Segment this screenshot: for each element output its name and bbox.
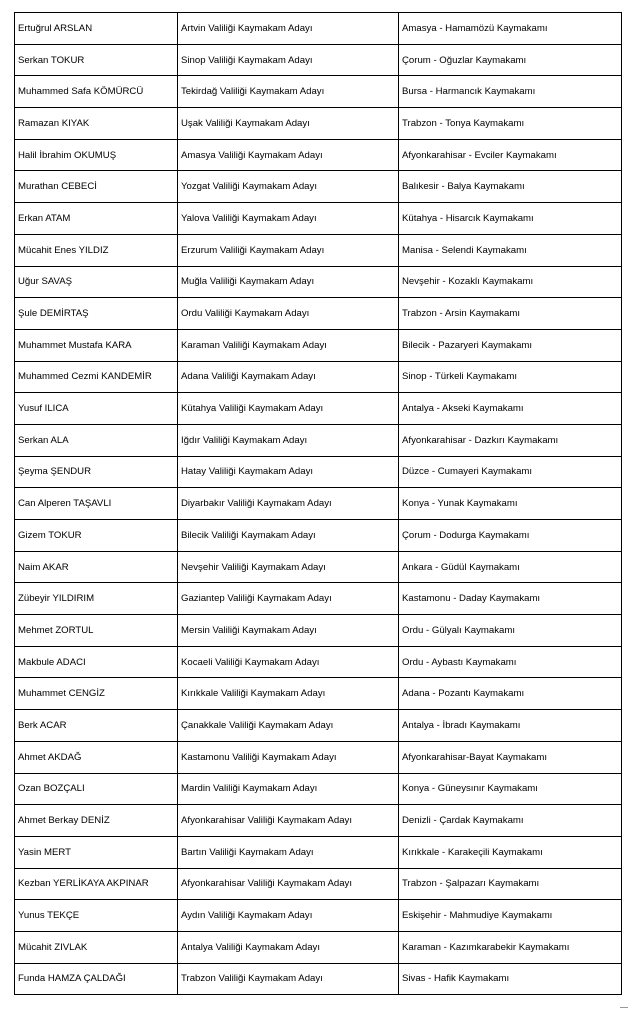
table-row	[15, 298, 622, 330]
table-row	[15, 108, 622, 140]
candidacy-cell: Tekirdağ Valiliği Kaymakam Adayı	[178, 76, 399, 108]
name-cell: Gizem TOKUR	[15, 520, 178, 552]
candidacy-cell: Nevşehir Valiliği Kaymakam Adayı	[178, 551, 399, 583]
table-row	[15, 139, 622, 171]
name-cell: Uğur SAVAŞ	[15, 266, 178, 298]
table-row	[15, 234, 622, 266]
table-row	[15, 646, 622, 678]
assignment-cell: Nevşehir - Kozaklı Kaymakamı	[399, 266, 622, 298]
assignment-cell: Sivas - Hafik Kaymakamı	[399, 963, 622, 995]
name-cell: Makbule ADACI	[15, 646, 178, 678]
assignment-cell: Ankara - Güdül Kaymakamı	[399, 551, 622, 583]
candidacy-cell: Trabzon Valiliği Kaymakam Adayı	[178, 963, 399, 995]
name-cell: Kezban YERLİKAYA AKPINAR	[15, 868, 178, 900]
candidacy-cell: Kütahya Valiliği Kaymakam Adayı	[178, 393, 399, 425]
table-row	[15, 456, 622, 488]
name-cell: Ramazan KIYAK	[15, 108, 178, 140]
candidacy-cell: Mersin Valiliği Kaymakam Adayı	[178, 615, 399, 647]
assignment-table	[14, 12, 622, 995]
table-row	[15, 931, 622, 963]
table-row	[15, 805, 622, 837]
candidacy-cell: Diyarbakır Valiliği Kaymakam Adayı	[178, 488, 399, 520]
assignment-cell: Manisa - Selendi Kaymakamı	[399, 234, 622, 266]
name-cell: Erkan ATAM	[15, 203, 178, 235]
assignment-cell: Kastamonu - Daday Kaymakamı	[399, 583, 622, 615]
candidacy-cell: Bilecik Valiliği Kaymakam Adayı	[178, 520, 399, 552]
name-cell: Yasin MERT	[15, 836, 178, 868]
table-row	[15, 900, 622, 932]
assignment-cell: Balıkesir - Balya Kaymakamı	[399, 171, 622, 203]
name-cell: Ahmet AKDAĞ	[15, 741, 178, 773]
assignment-cell: Çorum - Dodurga Kaymakamı	[399, 520, 622, 552]
candidacy-cell: Muğla Valiliği Kaymakam Adayı	[178, 266, 399, 298]
name-cell: Mücahit ZIVLAK	[15, 931, 178, 963]
candidacy-cell: Amasya Valiliği Kaymakam Adayı	[178, 139, 399, 171]
candidacy-cell: Afyonkarahisar Valiliği Kaymakam Adayı	[178, 868, 399, 900]
name-cell: Şule DEMİRTAŞ	[15, 298, 178, 330]
candidacy-cell: Kırıkkale Valiliği Kaymakam Adayı	[178, 678, 399, 710]
candidacy-cell: Kastamonu Valiliği Kaymakam Adayı	[178, 741, 399, 773]
name-cell: Serkan TOKUR	[15, 44, 178, 76]
assignment-table-body	[15, 13, 622, 995]
candidacy-cell: Erzurum Valiliği Kaymakam Adayı	[178, 234, 399, 266]
assignment-cell: Trabzon - Arsin Kaymakamı	[399, 298, 622, 330]
candidacy-cell: Afyonkarahisar Valiliği Kaymakam Adayı	[178, 805, 399, 837]
table-row	[15, 710, 622, 742]
candidacy-cell: Sinop Valiliği Kaymakam Adayı	[178, 44, 399, 76]
assignment-cell: Sinop - Türkeli Kaymakamı	[399, 361, 622, 393]
name-cell: Ahmet Berkay DENİZ	[15, 805, 178, 837]
table-row	[15, 329, 622, 361]
table-row	[15, 773, 622, 805]
assignment-cell: Afyonkarahisar - Evciler Kaymakamı	[399, 139, 622, 171]
name-cell: Muhammed Cezmi KANDEMİR	[15, 361, 178, 393]
name-cell: Can Alperen TAŞAVLI	[15, 488, 178, 520]
assignment-cell: Amasya - Hamamözü Kaymakamı	[399, 13, 622, 45]
table-row	[15, 203, 622, 235]
name-cell: Halil İbrahim OKUMUŞ	[15, 139, 178, 171]
candidacy-cell: Mardin Valiliği Kaymakam Adayı	[178, 773, 399, 805]
assignment-cell: Konya - Güneysınır Kaymakamı	[399, 773, 622, 805]
assignment-table-container	[14, 12, 621, 995]
assignment-cell: Denizli - Çardak Kaymakamı	[399, 805, 622, 837]
assignment-cell: Ordu - Aybastı Kaymakamı	[399, 646, 622, 678]
name-cell: Mehmet ZORTUL	[15, 615, 178, 647]
name-cell: Muhammet Mustafa KARA	[15, 329, 178, 361]
name-cell: Zübeyir YILDIRIM	[15, 583, 178, 615]
table-row	[15, 520, 622, 552]
candidacy-cell: Artvin Valiliği Kaymakam Adayı	[178, 13, 399, 45]
name-cell: Şeyma ŞENDUR	[15, 456, 178, 488]
candidacy-cell: Kocaeli Valiliği Kaymakam Adayı	[178, 646, 399, 678]
table-row	[15, 963, 622, 995]
name-cell: Naim AKAR	[15, 551, 178, 583]
table-row	[15, 76, 622, 108]
table-row	[15, 361, 622, 393]
assignment-cell: Afyonkarahisar-Bayat Kaymakamı	[399, 741, 622, 773]
assignment-cell: Antalya - Akseki Kaymakamı	[399, 393, 622, 425]
assignment-cell: Adana - Pozantı Kaymakamı	[399, 678, 622, 710]
assignment-cell: Kütahya - Hisarcık Kaymakamı	[399, 203, 622, 235]
candidacy-cell: Gaziantep Valiliği Kaymakam Adayı	[178, 583, 399, 615]
candidacy-cell: Yozgat Valiliği Kaymakam Adayı	[178, 171, 399, 203]
table-row	[15, 615, 622, 647]
assignment-cell: Bilecik - Pazaryeri Kaymakamı	[399, 329, 622, 361]
assignment-cell: Düzce - Cumayeri Kaymakamı	[399, 456, 622, 488]
name-cell: Murathan CEBECİ	[15, 171, 178, 203]
table-row	[15, 424, 622, 456]
assignment-cell: Kırıkkale - Karakeçili Kaymakamı	[399, 836, 622, 868]
assignment-cell: Trabzon - Şalpazarı Kaymakamı	[399, 868, 622, 900]
table-row	[15, 488, 622, 520]
name-cell: Ertuğrul ARSLAN	[15, 13, 178, 45]
candidacy-cell: Uşak Valiliği Kaymakam Adayı	[178, 108, 399, 140]
name-cell: Berk ACAR	[15, 710, 178, 742]
assignment-cell: Afyonkarahisar - Dazkırı Kaymakamı	[399, 424, 622, 456]
assignment-cell: Ordu - Gülyalı Kaymakamı	[399, 615, 622, 647]
assignment-cell: Karaman - Kazımkarabekir Kaymakamı	[399, 931, 622, 963]
assignment-cell: Trabzon - Tonya Kaymakamı	[399, 108, 622, 140]
candidacy-cell: Yalova Valiliği Kaymakam Adayı	[178, 203, 399, 235]
name-cell: Serkan ALA	[15, 424, 178, 456]
name-cell: Muhammet CENGİZ	[15, 678, 178, 710]
candidacy-cell: Karaman Valiliği Kaymakam Adayı	[178, 329, 399, 361]
table-row	[15, 551, 622, 583]
assignment-cell: Konya - Yunak Kaymakamı	[399, 488, 622, 520]
name-cell: Ozan BOZÇALI	[15, 773, 178, 805]
table-row	[15, 13, 622, 45]
table-row	[15, 393, 622, 425]
name-cell: Muhammed Safa KÖMÜRCÜ	[15, 76, 178, 108]
name-cell: Funda HAMZA ÇALDAĞI	[15, 963, 178, 995]
assignment-cell: Eskişehir - Mahmudiye Kaymakamı	[399, 900, 622, 932]
name-cell: Yusuf ILICA	[15, 393, 178, 425]
candidacy-cell: Antalya Valiliği Kaymakam Adayı	[178, 931, 399, 963]
candidacy-cell: Çanakkale Valiliği Kaymakam Adayı	[178, 710, 399, 742]
candidacy-cell: Aydın Valiliği Kaymakam Adayı	[178, 900, 399, 932]
candidacy-cell: Bartın Valiliği Kaymakam Adayı	[178, 836, 399, 868]
table-row	[15, 741, 622, 773]
table-row	[15, 266, 622, 298]
page-corner-mark	[620, 1007, 628, 1008]
candidacy-cell: Adana Valiliği Kaymakam Adayı	[178, 361, 399, 393]
name-cell: Mücahit Enes YILDIZ	[15, 234, 178, 266]
assignment-cell: Antalya - İbradı Kaymakamı	[399, 710, 622, 742]
table-row	[15, 678, 622, 710]
table-row	[15, 836, 622, 868]
table-row	[15, 44, 622, 76]
candidacy-cell: Hatay Valiliği Kaymakam Adayı	[178, 456, 399, 488]
candidacy-cell: Ordu Valiliği Kaymakam Adayı	[178, 298, 399, 330]
assignment-cell: Bursa - Harmancık Kaymakamı	[399, 76, 622, 108]
table-row	[15, 171, 622, 203]
table-row	[15, 583, 622, 615]
assignment-cell: Çorum - Oğuzlar Kaymakamı	[399, 44, 622, 76]
table-row	[15, 868, 622, 900]
name-cell: Yunus TEKÇE	[15, 900, 178, 932]
candidacy-cell: Iğdır Valiliği Kaymakam Adayı	[178, 424, 399, 456]
